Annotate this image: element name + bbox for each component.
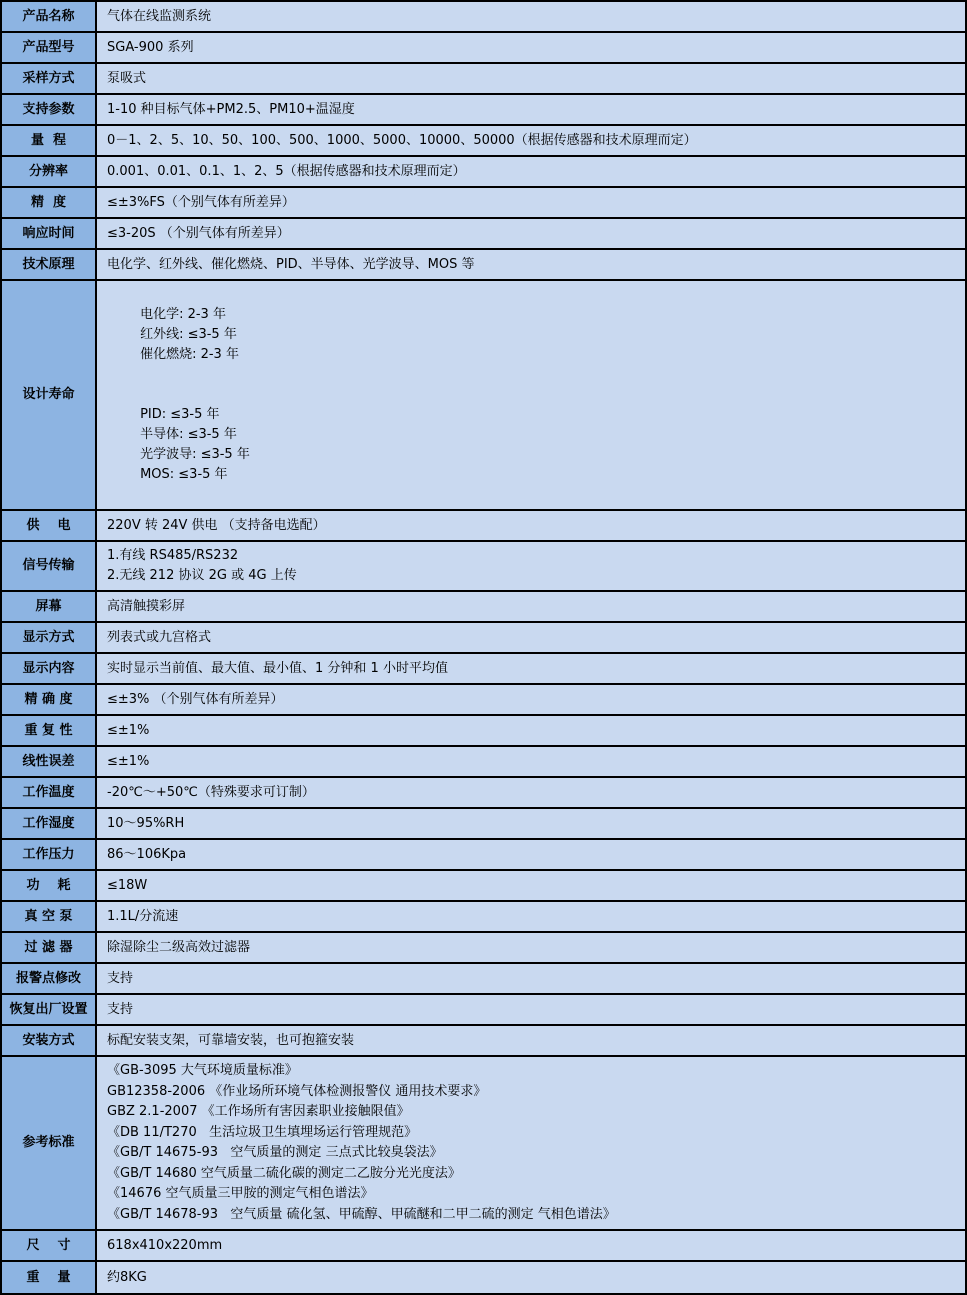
row-alarm-point-modification [2, 964, 965, 995]
row-label: 采样方式 [2, 64, 97, 93]
row-label: 线性误差 [2, 747, 97, 776]
row-display-mode [2, 623, 965, 654]
row-precision [2, 685, 965, 716]
row-product-name [2, 2, 965, 33]
reference-standard-5: 《GB/T 14675-93 空气质量的测定 三点式比较臭袋法》 [107, 1145, 443, 1160]
reference-standard-2: GB12358-2006 《作业场所环境气体检测报警仪 通用技术要求》 [107, 1083, 487, 1099]
row-value: 支持 [107, 1001, 134, 1017]
row-label: 产品名称 [2, 2, 97, 31]
row-value: -20℃～+50℃（特殊要求可订制） [107, 784, 315, 800]
row-label: 恢复出厂设置 [2, 995, 97, 1024]
row-label: 量 程 [2, 126, 97, 155]
row-value: 标配安装支架，可靠墙安装，也可抱箍安装 [107, 1032, 355, 1048]
row-design-life [2, 281, 965, 511]
row-value: 0.001、0.01、0.1、1、2、5（根据传感器和技术原理而定） [107, 163, 466, 179]
row-value: SGA-900 系列 [107, 39, 194, 55]
row-resolution [2, 157, 965, 188]
row-label: 安装方式 [2, 1026, 97, 1055]
row-value: 1-10 种目标气体+PM2.5、PM10+温湿度 [107, 101, 355, 117]
row-screen [2, 592, 965, 623]
row-display-content [2, 654, 965, 685]
row-value: ≤18W [107, 877, 148, 893]
row-sampling-method [2, 64, 965, 95]
row-power-supply [2, 511, 965, 542]
row-value: 高清触摸彩屏 [107, 598, 186, 614]
row-value: ≤±3% （个别气体有所差异） [107, 691, 284, 707]
row-value: 618x410x220mm [107, 1237, 223, 1253]
row-label: 供 电 [2, 511, 97, 540]
row-technical-principle [2, 250, 965, 281]
reference-standard-6: 《GB/T 14680 空气质量二硫化碳的测定二乙胺分光光度法》 [107, 1165, 461, 1181]
row-label: 报警点修改 [2, 964, 97, 993]
design-life-electrochemical: 电化学: 2-3 年 [140, 307, 226, 322]
row-label: 设计寿命 [2, 281, 97, 509]
row-operating-temperature [2, 778, 965, 809]
reference-standard-1: 《GB-3095 大气环境质量标准》 [107, 1063, 298, 1078]
row-label: 支持参数 [2, 95, 97, 124]
row-label: 重 复 性 [2, 716, 97, 745]
row-label: 尺 寸 [2, 1231, 97, 1260]
row-response-time [2, 219, 965, 250]
design-life-line-2 [107, 385, 955, 505]
reference-standard-4: 《DB 11/T270 生活垃圾卫生填埋场运行管理规范》 [107, 1124, 418, 1140]
reference-standard-3: GBZ 2.1-2007 《工作场所有害因素职业接触限值》 [107, 1104, 410, 1119]
row-label: 技术原理 [2, 250, 97, 279]
row-value: 实时显示当前值、最大值、最小值、1 分钟和 1 小时平均值 [107, 660, 448, 676]
row-linearity-error [2, 747, 965, 778]
design-life-catalytic: 催化燃烧: 2-3 年 [140, 347, 239, 362]
row-value: ≤3-20S （个别气体有所差异） [107, 225, 290, 241]
row-label: 功 耗 [2, 871, 97, 900]
row-value: 0－1、2、5、10、50、100、500、1000、5000、10000、50000（根据传感器和技术原理而定） [107, 132, 697, 148]
row-value: 电化学、红外线、催化燃烧、PID、半导体、光学波导、MOS 等 [107, 256, 475, 272]
row-dimensions [2, 1231, 965, 1262]
row-value: ≤±1% [107, 753, 150, 769]
row-value: ≤±1% [107, 722, 150, 738]
row-value: 气体在线监测系统 [107, 8, 212, 24]
row-label: 工作压力 [2, 840, 97, 869]
row-value: 10～95%RH [107, 815, 185, 831]
row-label: 真 空 泵 [2, 902, 97, 931]
row-filter [2, 933, 965, 964]
row-supported-parameters [2, 95, 965, 126]
row-signal-transmission [2, 542, 965, 592]
row-value: 约8KG [107, 1269, 147, 1285]
row-label: 重 量 [2, 1262, 97, 1293]
row-value: 除湿除尘二级高效过滤器 [107, 939, 251, 955]
row-repeatability [2, 716, 965, 747]
row-label: 显示内容 [2, 654, 97, 683]
row-label: 精 确 度 [2, 685, 97, 714]
row-label: 响应时间 [2, 219, 97, 248]
row-label: 过 滤 器 [2, 933, 97, 962]
row-factory-reset [2, 995, 965, 1026]
row-vacuum-pump [2, 902, 965, 933]
row-reference-standards [2, 1057, 965, 1231]
design-life-optical-waveguide: 光学波导: ≤3-5 年 [140, 447, 250, 462]
row-label: 工作温度 [2, 778, 97, 807]
row-weight [2, 1262, 965, 1293]
design-life-infrared: 红外线: ≤3-5 年 [140, 327, 237, 342]
signal-transmission-wireless: 2.无线 212 协议 2G 或 4G 上传 [107, 568, 297, 583]
row-label: 产品型号 [2, 33, 97, 62]
row-value: 泵吸式 [107, 70, 147, 86]
row-operating-pressure [2, 840, 965, 871]
row-value: ≤±3%FS（个别气体有所差异） [107, 194, 295, 210]
row-value: 支持 [107, 970, 134, 986]
row-value: 220V 转 24V 供电 （支持备电选配） [107, 517, 326, 533]
row-operating-humidity [2, 809, 965, 840]
row-value: 86～106Kpa [107, 846, 187, 862]
row-value: 列表式或九宫格式 [107, 629, 212, 645]
row-installation-method [2, 1026, 965, 1057]
row-product-model [2, 33, 965, 64]
row-label: 参考标准 [2, 1057, 97, 1229]
row-label: 精 度 [2, 188, 97, 217]
row-label: 工作湿度 [2, 809, 97, 838]
reference-standard-7: 《14676 空气质量三甲胺的测定气相色谱法》 [107, 1186, 374, 1201]
row-label: 屏幕 [2, 592, 97, 621]
row-label: 分辨率 [2, 157, 97, 186]
row-value: 1.1L/分流速 [107, 908, 179, 924]
design-life-semiconductor: 半导体: ≤3-5 年 [140, 427, 237, 442]
row-accuracy [2, 188, 965, 219]
row-power-consumption [2, 871, 965, 902]
row-label: 显示方式 [2, 623, 97, 652]
design-life-line-1 [107, 285, 955, 385]
design-life-pid: PID: ≤3-5 年 [140, 407, 220, 422]
design-life-mos: MOS: ≤3-5 年 [140, 467, 228, 482]
row-measuring-range [2, 126, 965, 157]
reference-standard-8: 《GB/T 14678-93 空气质量 硫化氢、甲硫醇、甲硫醚和二甲二硫的测定 气相色谱法》 [107, 1206, 616, 1222]
row-label: 信号传输 [2, 542, 97, 590]
signal-transmission-wired: 1.有线 RS485/RS232 [107, 548, 239, 563]
